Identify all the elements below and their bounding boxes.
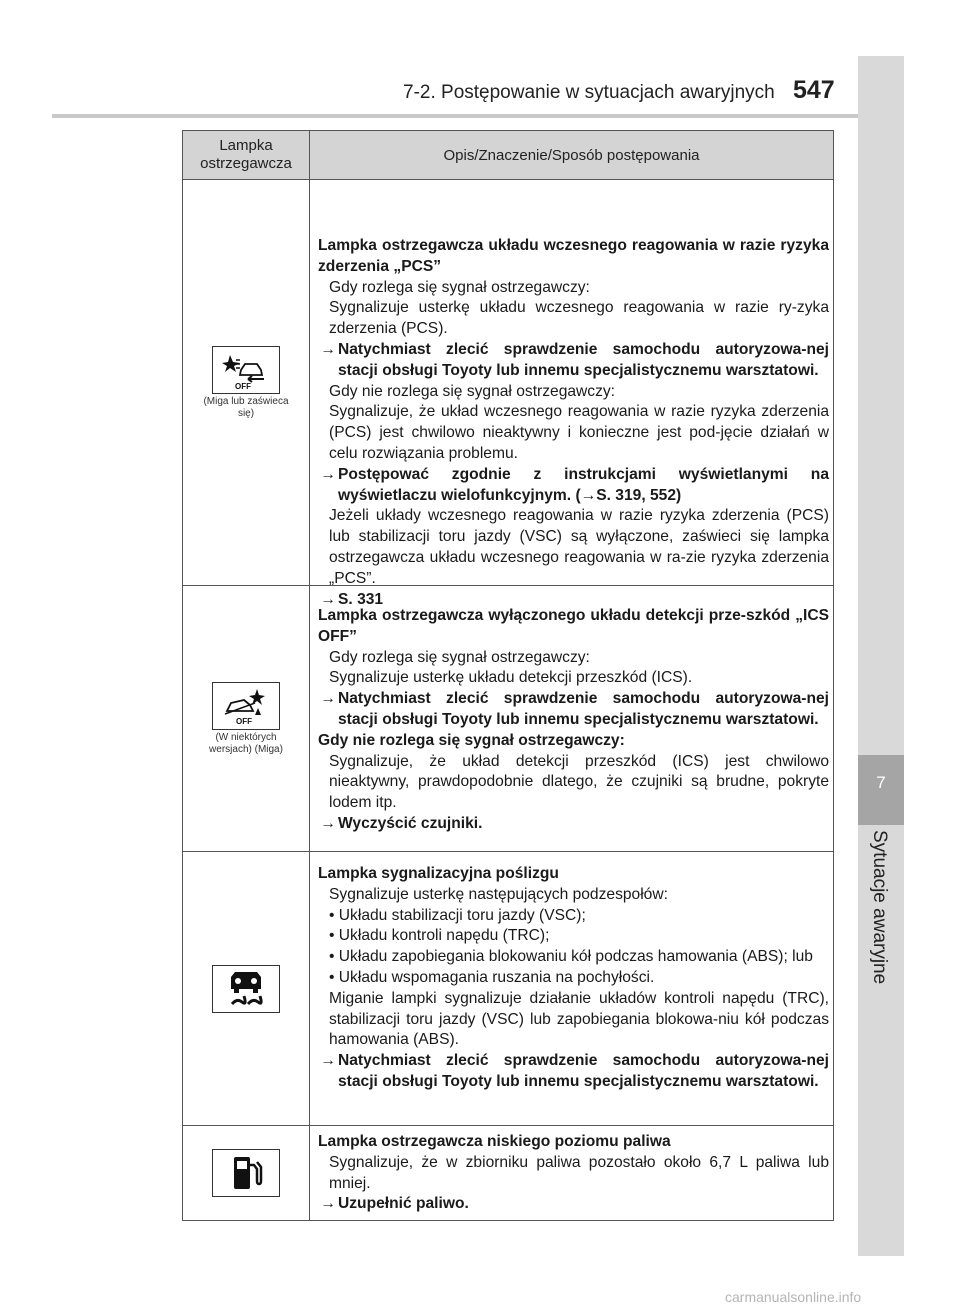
table-row-pcs	[183, 180, 833, 608]
condition-text: Gdy rozlega się sygnał ostrzegawczy:	[329, 648, 590, 666]
description-text: Sygnalizuje, że układ detekcji przeszkód (ICS) jest chwilowo nieaktywny, prawdopodobnie dlatego, że czujniki są brudne, pokryte lodem itp.	[329, 752, 829, 812]
action-text: Postępować zgodnie z instrukcjami wyświetlanymi na wyświetlaczu wielofunkcyjnym. (	[338, 465, 829, 504]
column-header-lamp: Lampka ostrzegawcza	[183, 131, 310, 179]
action-text: Natychmiast zlecić sprawdzenie samochodu autoryzowa-nej stacji obsługi Toyoty lub innemu specjalistycznemu warsztatowi.	[338, 690, 829, 728]
lamp-title: Lampka sygnalizacyjna poślizgu	[318, 865, 559, 882]
arrow-icon: →	[320, 1195, 336, 1213]
table-row-ics	[183, 586, 833, 852]
chapter-side-tab	[858, 56, 904, 1256]
condition-text: Gdy nie rozlega się sygnał ostrzegawczy:	[329, 382, 616, 400]
description-text: Sygnalizuje, że w zbiorniku paliwa pozostało około 6,7 L paliwa lub mniej.	[329, 1153, 829, 1192]
description-text: Jeżeli układy wczesnego reagowania w razie ryzyka zderzenia (PCS) lub stabilizacji toru jazdy (VSC) są wyłączone, zaświeci się lampka ostrzegawcza układu wczesnego reagowania w ra-zie ryzyka zderzenia „PCS”.	[329, 507, 829, 587]
ics-off-icon-label: OFF	[236, 716, 252, 726]
arrow-icon: →	[320, 690, 336, 708]
description-cell	[310, 586, 833, 851]
warning-lamps-table	[182, 130, 834, 1221]
slip-indicator-icon	[212, 965, 280, 1013]
section-title: 7-2. Postępowanie w sytuacjach awaryjnych	[403, 82, 775, 103]
arrow-icon: →	[580, 486, 597, 504]
description-cell	[310, 180, 833, 608]
list-item: • Układu zapobiegania blokowaniu kół podczas hamowania (ABS); lub	[329, 948, 813, 966]
lamp-cell	[183, 586, 310, 851]
condition-text: Gdy rozlega się sygnał ostrzegawczy:	[329, 278, 590, 296]
lamp-cell	[183, 1126, 310, 1220]
lamp-cell	[183, 180, 310, 585]
pcs-off-warning-icon	[212, 346, 280, 394]
action-item	[318, 1194, 829, 1215]
ics-off-warning-icon	[212, 682, 280, 730]
chapter-label: Sytuacje awaryjne	[869, 830, 890, 985]
page-reference: S. 319, 552)	[596, 486, 682, 504]
page-number: 547	[793, 76, 835, 104]
list-item: • Układu wspomagania ruszania na pochyłości.	[329, 968, 655, 986]
table-header	[183, 131, 833, 180]
action-item	[318, 689, 829, 731]
lamp-caption: (Miga lub zaświeca się)	[203, 395, 289, 419]
action-text: Wyczyścić czujniki.	[338, 814, 483, 832]
watermark: carmanualsonline.info	[725, 1289, 862, 1305]
action-text: Natychmiast zlecić sprawdzenie samochodu autoryzowa-nej stacji obsługi Toyoty lub innemu specjalistycznemu warsztatowi.	[338, 1052, 829, 1090]
chapter-number: 7	[876, 773, 886, 792]
list-item: • Układu kontroli napędu (TRC);	[329, 927, 550, 945]
arrow-icon: →	[320, 340, 336, 358]
description-text: Sygnalizuje, że układ wczesnego reagowania w razie ryzyka zderzenia (PCS) jest chwilowo nieaktywny i konieczne jest pod-jęcie działań w celu rozwiązania problemu.	[329, 403, 829, 462]
lamp-title: Lampka ostrzegawcza wyłączonego układu detekcji prze-szkód „ICS OFF”	[318, 607, 829, 645]
arrow-icon: →	[320, 814, 336, 832]
lamp-caption: (W niektórych wersjach) (Miga)	[209, 731, 283, 755]
description-text: Sygnalizuje usterkę następujących podzespołów:	[329, 885, 668, 903]
header-divider	[52, 114, 858, 118]
description-text: Sygnalizuje usterkę układu wczesnego reagowania w razie ry-zyka zderzenia (PCS).	[329, 299, 829, 338]
description-text: Miganie lampki sygnalizuje działanie układów kontroli napędu (TRC), stabilizacji toru jazdy (VSC) lub zapobiegania blokowa-niu kół podczas hamowania (ABS).	[329, 989, 829, 1049]
lamp-title: Lampka ostrzegawcza niskiego poziomu paliwa	[318, 1133, 671, 1150]
list-item: • Układu stabilizacji toru jazdy (VSC);	[329, 906, 586, 924]
action-item	[318, 340, 829, 382]
table-row-fuel	[183, 1126, 833, 1220]
condition-text: Gdy nie rozlega się sygnał ostrzegawczy:	[318, 731, 625, 749]
lamp-cell	[183, 852, 310, 1125]
action-item	[318, 814, 829, 835]
action-text: Uzupełnić paliwo.	[338, 1195, 469, 1213]
arrow-icon: →	[320, 590, 336, 608]
page-reference: S. 331	[338, 590, 384, 608]
table-row-slip	[183, 852, 833, 1126]
description-cell	[310, 852, 833, 1125]
action-item	[318, 465, 829, 507]
fuel-pump-icon	[212, 1149, 280, 1197]
chapter-number-tab	[858, 755, 904, 825]
lamp-title: Lampka ostrzegawcza układu wczesnego reagowania w razie ryzyka zderzenia „PCS”	[318, 237, 829, 275]
column-header-description: Opis/Znaczenie/Sposób postępowania	[443, 146, 700, 164]
arrow-icon: →	[320, 1052, 336, 1070]
action-item	[318, 1051, 829, 1093]
description-cell	[310, 1126, 833, 1220]
description-text: Sygnalizuje usterkę układu detekcji przeszkód (ICS).	[329, 669, 693, 687]
arrow-icon: →	[320, 465, 336, 483]
action-text: Natychmiast zlecić sprawdzenie samochodu autoryzowa-nej stacji obsługi Toyoty lub innemu specjalistycznemu warsztatowi.	[338, 340, 829, 379]
pcs-off-icon-label: OFF	[235, 381, 251, 390]
